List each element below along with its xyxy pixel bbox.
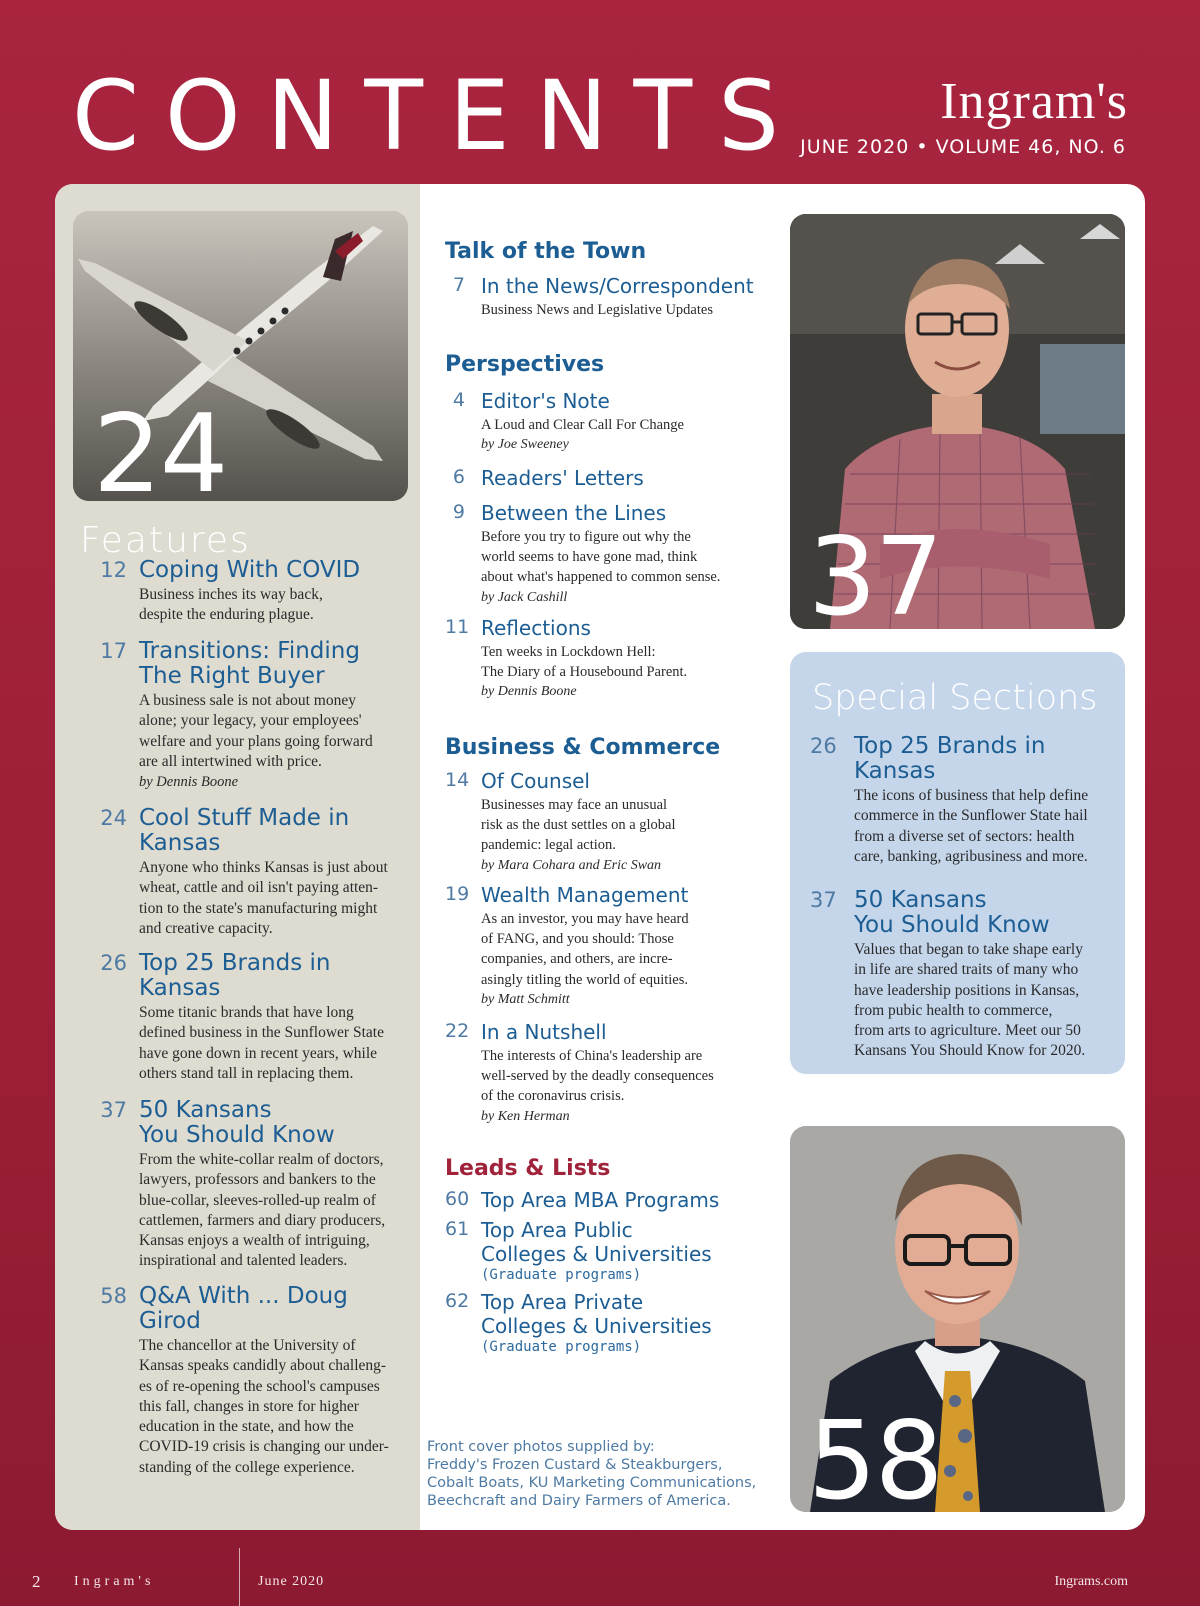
toc-entry[interactable] <box>810 888 1115 1062</box>
section-heading-talk-of-town: Talk of the Town <box>445 239 647 264</box>
entry-title: You Should Know <box>854 912 1050 938</box>
entry-description: defined business in the Sunflower State <box>139 1024 384 1042</box>
entry-title: Top Area MBA Programs <box>481 1188 720 1212</box>
entry-description: Business News and Legislative Updates <box>481 302 713 318</box>
entry-description: Businesses may face an unusual <box>481 797 668 813</box>
entry-description: wheat, cattle and oil isn't paying atten- <box>139 879 379 897</box>
entry-description: The icons of business that help define <box>854 787 1089 804</box>
entry-description: Some titanic brands that have long <box>139 1004 354 1021</box>
entry-title: Reflections <box>481 616 591 640</box>
magazine-logo: Ingram's <box>940 73 1128 130</box>
entry-description: in life are shared traits of many who <box>854 961 1079 979</box>
entry-title: Kansas <box>139 975 221 1001</box>
page-number: 37 <box>100 1098 127 1122</box>
chancellor-photo <box>790 1126 1125 1512</box>
entry-title: The Right Buyer <box>139 663 325 689</box>
entry-description: es of re-opening the school's campuses <box>139 1377 380 1395</box>
entry-title: Transitions: Finding <box>139 638 360 664</box>
toc-entry[interactable] <box>445 274 765 320</box>
page-number: 58 <box>100 1284 127 1308</box>
entry-description: of FANG, and you should: Those <box>481 931 674 948</box>
entry-description: Ten weeks in Lockdown Hell: <box>481 644 656 660</box>
entry-description: Kansans You Should Know for 2020. <box>854 1042 1086 1060</box>
page-number: 19 <box>445 883 470 905</box>
entry-description: lawyers, professors and bankers to the <box>139 1171 376 1189</box>
entry-description: commerce in the Sunflower State hail <box>854 807 1088 825</box>
entry-description: pandemic: legal action. <box>481 837 616 854</box>
entry-description: others stand tall in replacing them. <box>139 1064 354 1082</box>
toc-entry[interactable] <box>445 1290 775 1356</box>
contents-title: CONTENTS <box>72 60 806 172</box>
page-number: 37 <box>810 888 837 912</box>
entry-description: Before you try to figure out why the <box>481 529 691 545</box>
section-heading-leads: Leads & Lists <box>445 1156 611 1181</box>
cover-credit-line: Cobalt Boats, KU Marketing Communications, <box>427 1475 757 1491</box>
toc-entry[interactable] <box>95 806 405 939</box>
entry-title: In a Nutshell <box>481 1020 607 1044</box>
issue-line: JUNE 2020 • VOLUME 46, NO. 6 <box>800 136 1126 158</box>
page-number: 17 <box>100 639 127 663</box>
special-sections-box <box>790 652 1125 1074</box>
entry-description: and creative capacity. <box>139 919 273 937</box>
entry-title: Editor's Note <box>481 389 610 413</box>
entry-title: Wealth Management <box>481 883 689 907</box>
entry-description: Kansas enjoys a wealth of intriguing, <box>139 1232 370 1250</box>
toc-entry[interactable] <box>445 616 775 702</box>
footer-url[interactable]: Ingrams.com <box>1054 1574 1128 1589</box>
entry-description: Anyone who thinks Kansas is just about <box>139 859 388 876</box>
entry-description: have gone down in recent years, while <box>139 1044 378 1062</box>
entry-title: Colleges & Universities <box>481 1242 712 1266</box>
entry-byline: by Ken Herman <box>481 1108 570 1124</box>
entry-description: Values that began to take shape early <box>854 941 1083 958</box>
page-number: 6 <box>452 466 465 488</box>
entry-description: world seems to have gone mad, think <box>481 549 698 566</box>
feature-page-number: 24 <box>93 392 227 501</box>
entry-title: Top 25 Brands in <box>854 733 1046 759</box>
entry-description: The interests of China's leadership are <box>481 1048 703 1064</box>
entry-note: (Graduate programs) <box>481 1339 642 1355</box>
footer-divider <box>239 1548 240 1606</box>
footer-brand: Ingram's <box>74 1574 155 1589</box>
plane-photo <box>73 211 408 501</box>
entry-byline: by Joe Sweeney <box>481 437 569 453</box>
toc-entry[interactable] <box>445 1188 775 1212</box>
entry-description: from a diverse set of sectors: health <box>854 827 1075 845</box>
entry-title: Readers' Letters <box>481 466 644 490</box>
section-heading-business: Business & Commerce <box>445 735 721 760</box>
entry-byline: by Jack Cashill <box>481 589 568 605</box>
page-number: 4 <box>452 389 465 411</box>
entry-title: Top 25 Brands in <box>139 950 331 976</box>
entry-description: have leadership positions in Kansas, <box>854 981 1080 999</box>
entry-title: Between the Lines <box>481 501 667 525</box>
entry-description: of the coronavirus crisis. <box>481 1088 625 1105</box>
cover-credit-line: Freddy's Frozen Custard & Steakburgers, <box>427 1457 723 1473</box>
toc-entry[interactable] <box>445 501 775 608</box>
entry-byline: by Mara Cohara and Eric Swan <box>481 857 662 873</box>
entry-byline: by Dennis Boone <box>139 774 239 791</box>
entry-byline: by Matt Schmitt <box>481 991 570 1007</box>
page-number: 14 <box>445 769 470 791</box>
entry-description: alone; your legacy, your employees' <box>139 712 362 730</box>
footer-date: June 2020 <box>258 1574 325 1589</box>
entry-description: The chancellor at the University of <box>139 1337 356 1354</box>
features-heading: Features <box>80 520 251 561</box>
toc-entry[interactable] <box>95 639 405 792</box>
entry-description: A business sale is not about money <box>139 692 356 709</box>
features-column <box>55 184 420 1530</box>
entry-description: A Loud and Clear Call For Change <box>481 417 684 433</box>
entry-description: despite the enduring plague. <box>139 606 314 624</box>
cover-credit-line: Front cover photos supplied by: <box>427 1439 655 1455</box>
toc-entry[interactable] <box>95 558 405 626</box>
entry-description: welfare and your plans going forward <box>139 732 373 750</box>
toc-entry[interactable] <box>445 466 775 490</box>
entry-description: from pubic health to commerce, <box>854 1001 1053 1019</box>
cover-credit <box>427 1438 767 1510</box>
entry-note: (Graduate programs) <box>481 1267 642 1283</box>
entry-description: risk as the dust settles on a global <box>481 817 676 834</box>
entry-byline: by Dennis Boone <box>481 684 577 700</box>
entry-title: 50 Kansans <box>854 887 987 913</box>
toc-entry[interactable] <box>445 1218 775 1284</box>
entry-description: this fall, changes in store for higher <box>139 1397 359 1415</box>
entry-title: Top Area Private <box>481 1290 644 1314</box>
editor-page-number: 37 <box>808 515 942 629</box>
entry-description: asingly titling the world of equities. <box>481 971 689 988</box>
editor-photo <box>790 214 1125 629</box>
page-number: 22 <box>445 1020 470 1042</box>
page-number: 62 <box>445 1290 470 1312</box>
entry-description: standing of the college experience. <box>139 1458 355 1476</box>
entry-title: Q&A With ... Doug Girod <box>139 1283 348 1334</box>
chancellor-page-number: 58 <box>808 1399 942 1512</box>
entry-title: Top Area Public <box>481 1218 633 1242</box>
entry-description: COVID-19 crisis is changing our under- <box>139 1438 389 1456</box>
footer-page-number: 2 <box>32 1572 41 1591</box>
entry-description: education in the state, and how the <box>139 1418 354 1436</box>
page-number: 61 <box>445 1218 470 1240</box>
section-heading-perspectives: Perspectives <box>445 352 605 377</box>
entry-title: Cool Stuff Made in <box>139 805 350 831</box>
entry-description: tion to the state's manufacturing might <box>139 899 378 917</box>
entry-title: Colleges & Universities <box>481 1314 712 1338</box>
entry-description: As an investor, you may have heard <box>481 911 689 927</box>
toc-entry[interactable] <box>445 883 775 1010</box>
entry-description: cattlemen, farmers and diary producers, <box>139 1211 386 1229</box>
entry-title: You Should Know <box>139 1122 335 1148</box>
page-number: 11 <box>445 616 470 638</box>
page-number: 26 <box>810 734 837 758</box>
entry-title: Kansas <box>139 830 221 856</box>
toc-entry[interactable] <box>95 1284 405 1478</box>
page-number: 60 <box>445 1188 470 1210</box>
entry-description: about what's happened to common sense. <box>481 569 721 586</box>
toc-entry[interactable] <box>445 769 775 876</box>
entry-description: Kansas speaks candidly about challeng- <box>139 1357 387 1375</box>
entry-description: blue-collar, sleeves-rolled-up realm of <box>139 1191 376 1209</box>
entry-description: care, banking, agribusiness and more. <box>854 847 1088 865</box>
entry-description: From the white-collar realm of doctors, <box>139 1151 384 1168</box>
special-sections-heading: Special Sections <box>812 678 1098 718</box>
cover-credit-line: Beechcraft and Dairy Farmers of America. <box>427 1493 731 1509</box>
contents-panel <box>55 184 1145 1530</box>
entry-title: 50 Kansans <box>139 1097 272 1123</box>
entry-description: Business inches its way back, <box>139 586 323 603</box>
entry-description: inspirational and talented leaders. <box>139 1252 348 1270</box>
toc-entry[interactable] <box>445 1020 775 1127</box>
entry-title: Coping With COVID <box>139 557 361 583</box>
entry-description: are all intertwined with price. <box>139 752 322 770</box>
toc-entry[interactable] <box>95 1098 405 1272</box>
page-footer <box>0 1548 1200 1606</box>
entry-description: well-served by the deadly consequences <box>481 1068 714 1085</box>
toc-entry[interactable] <box>445 389 775 455</box>
page-number: 26 <box>100 951 127 975</box>
entry-description: companies, and others, are incre- <box>481 951 673 968</box>
entry-title: Of Counsel <box>481 769 590 793</box>
entry-description: from arts to agriculture. Meet our 50 <box>854 1022 1081 1040</box>
page-number: 7 <box>452 274 465 296</box>
page-number: 12 <box>100 558 127 582</box>
page-number: 9 <box>452 501 465 523</box>
entry-description: The Diary of a Housebound Parent. <box>481 664 688 681</box>
page-number: 24 <box>100 806 127 830</box>
entry-title: Kansas <box>854 758 936 784</box>
toc-entry[interactable] <box>95 951 405 1084</box>
entry-title: In the News/Correspondent <box>481 274 754 298</box>
toc-entry[interactable] <box>810 734 1115 867</box>
